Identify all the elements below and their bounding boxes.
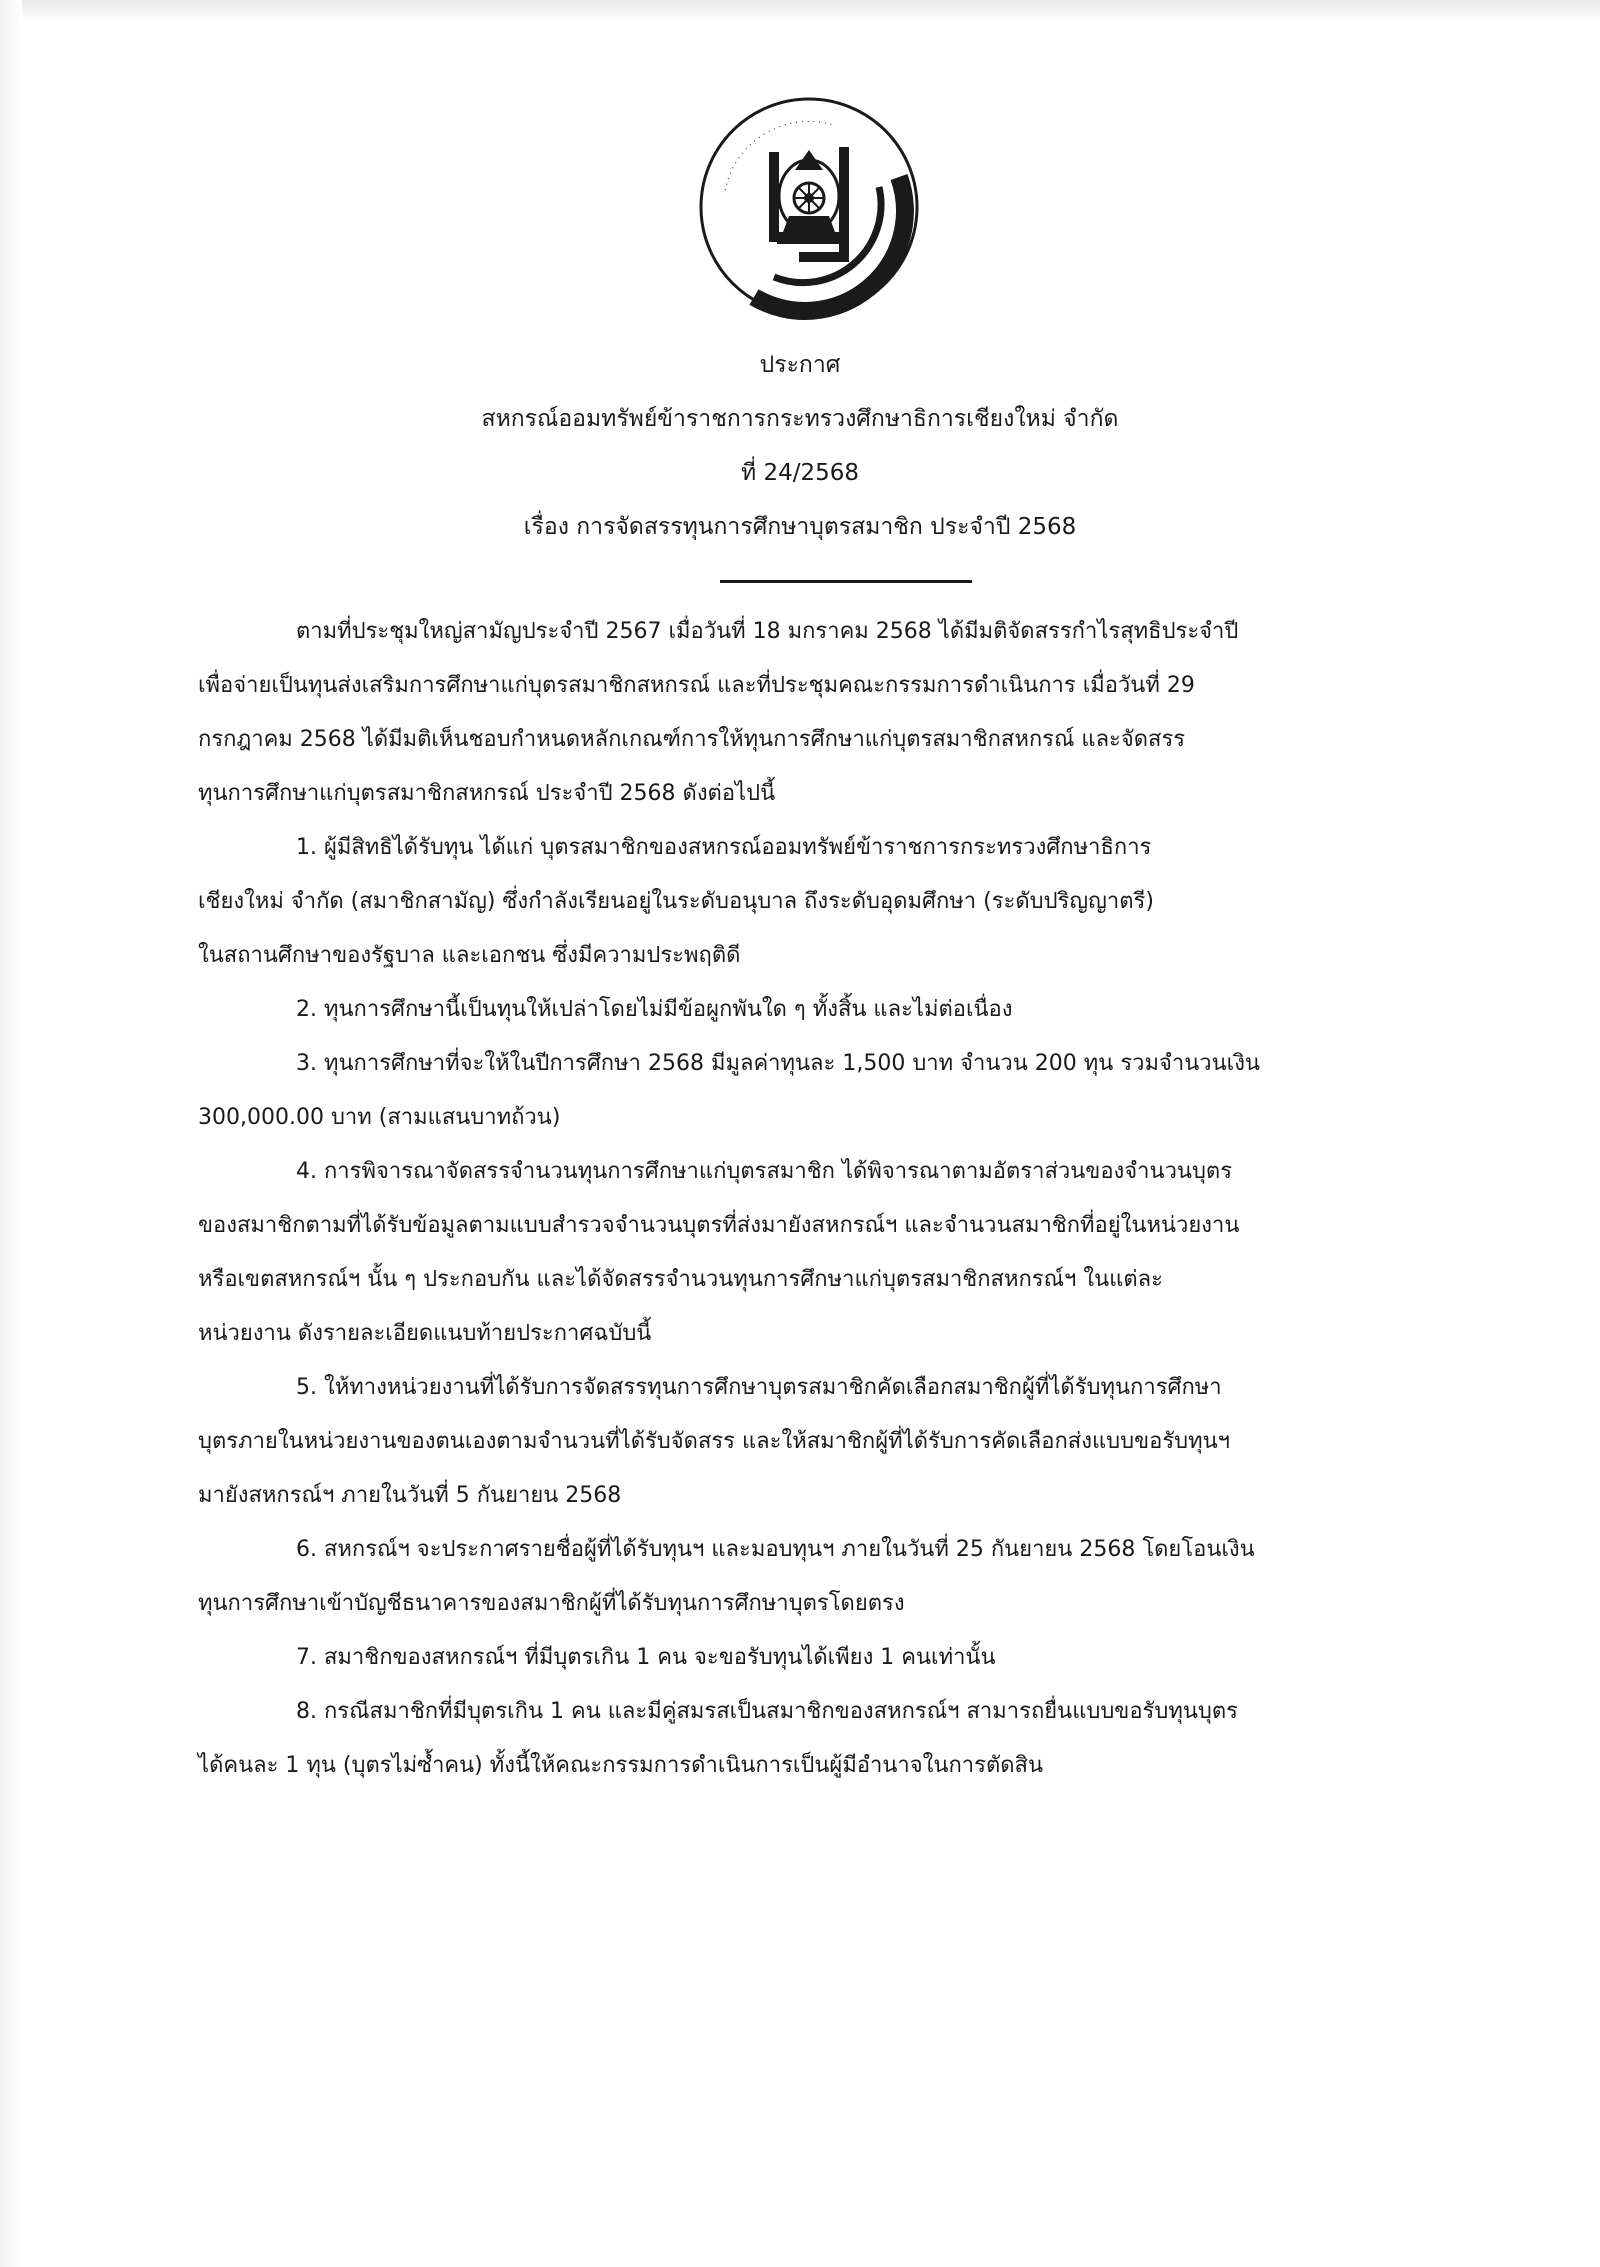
clause-line: 6. สหกรณ์ฯ จะประกาศรายชื่อผู้ที่ได้รับทุนฯ และมอบทุนฯ ภายในวันที่ 25 กันยายน 2568 โดยโอนเงิน xyxy=(296,1537,1255,1562)
header-divider xyxy=(720,580,972,583)
clause-3 xyxy=(198,1037,1406,1145)
clause-line: ได้คนละ 1 ทุน (บุตรไม่ซ้ำคน) ทั้งนี้ให้คณะกรรมการดำเนินการเป็นผู้มีอำนาจในการตัดสิน xyxy=(198,1753,1043,1778)
clause-line: หน่วยงาน ดังรายละเอียดแนบท้ายประกาศฉบับนี้ xyxy=(198,1321,652,1346)
intro-line: ตามที่ประชุมใหญ่สามัญประจำปี 2567 เมื่อวันที่ 18 มกราคม 2568 ได้มีมติจัดสรรกำไรสุทธิประจำปี xyxy=(296,619,1239,644)
clause-line: 8. กรณีสมาชิกที่มีบุตรเกิน 1 คน และมีคู่สมรสเป็นสมาชิกของสหกรณ์ฯ สามารถยื่นแบบขอรับทุนบุตร xyxy=(296,1699,1238,1724)
clause-line: บุตรภายในหน่วยงานของตนเองตามจำนวนที่ได้รับจัดสรร และให้สมาชิกผู้ที่ได้รับการคัดเลือกส่งแบบขอรับทุนฯ xyxy=(198,1429,1231,1454)
cooperative-emblem-icon xyxy=(694,92,924,322)
clause-line: 300,000.00 บาท (สามแสนบาทถ้วน) xyxy=(198,1105,561,1130)
clause-line: ของสมาชิกตามที่ได้รับข้อมูลตามแบบสำรวจจำนวนบุตรที่ส่งมายังสหกรณ์ฯ และจำนวนสมาชิกที่อยู่ในหน่วยงาน xyxy=(198,1213,1240,1238)
clause-6 xyxy=(198,1523,1406,1631)
organization-name: สหกรณ์ออมทรัพย์ข้าราชการกระทรวงศึกษาธิการเชียงใหม่ จำกัด xyxy=(481,406,1119,432)
clause-line: 2. ทุนการศึกษานี้เป็นทุนให้เปล่าโดยไม่มีข้อผูกพันใด ๆ ทั้งสิ้น และไม่ต่อเนื่อง xyxy=(296,997,1013,1022)
clause-5 xyxy=(198,1361,1406,1523)
svg-text:. . . . . . . . . . . . . . .: . . . . . . . . . . . . . . . . . . . . . . . . . xyxy=(718,114,835,192)
scan-shadow-top xyxy=(0,0,1600,22)
announcement-body xyxy=(198,605,1406,1793)
clause-line: 1. ผู้มีสิทธิได้รับทุน ได้แก่ บุตรสมาชิกของสหกรณ์ออมทรัพย์ข้าราชการกระทรวงศึกษาธิการ xyxy=(296,835,1152,860)
clause-8 xyxy=(198,1685,1406,1793)
clause-line: 4. การพิจารณาจัดสรรจำนวนทุนการศึกษาแก่บุตรสมาชิก ได้พิจารณาตามอัตราส่วนของจำนวนบุตร xyxy=(296,1159,1233,1184)
announcement-header xyxy=(0,338,1600,554)
announcement-type: ประกาศ xyxy=(759,352,841,378)
clause-4 xyxy=(198,1145,1406,1361)
intro-line: กรกฎาคม 2568 ได้มีมติเห็นชอบกำหนดหลักเกณฑ์การให้ทุนการศึกษาแก่บุตรสมาชิกสหกรณ์ และจัดสรร xyxy=(198,727,1186,752)
clause-1 xyxy=(198,821,1406,983)
clause-7 xyxy=(198,1631,1406,1685)
clause-line: 3. ทุนการศึกษาที่จะให้ในปีการศึกษา 2568 มีมูลค่าทุนละ 1,500 บาท จำนวน 200 ทุน รวมจำนวนเงิน xyxy=(296,1051,1260,1076)
clause-line: มายังสหกรณ์ฯ ภายในวันที่ 5 กันยายน 2568 xyxy=(198,1483,622,1508)
clause-line: ในสถานศึกษาของรัฐบาล และเอกชน ซึ่งมีความประพฤติดี xyxy=(198,943,741,968)
clause-line: หรือเขตสหกรณ์ฯ นั้น ๆ ประกอบกัน และได้จัดสรรจำนวนทุนการศึกษาแก่บุตรสมาชิกสหกรณ์ฯ ในแต่ละ xyxy=(198,1267,1163,1292)
announcement-number: ที่ 24/2568 xyxy=(740,460,860,486)
intro-line: ทุนการศึกษาแก่บุตรสมาชิกสหกรณ์ ประจำปี 2568 ดังต่อไปนี้ xyxy=(198,781,776,806)
clause-line: 5. ให้ทางหน่วยงานที่ได้รับการจัดสรรทุนการศึกษาบุตรสมาชิกคัดเลือกสมาชิกผู้ที่ได้รับทุนการศึกษา xyxy=(296,1375,1222,1400)
intro-paragraph xyxy=(198,605,1406,821)
intro-line: เพื่อจ่ายเป็นทุนส่งเสริมการศึกษาแก่บุตรสมาชิกสหกรณ์ และที่ประชุมคณะกรรมการดำเนินการ เมื่อวันที่ 29 xyxy=(198,673,1195,698)
clause-line: 7. สมาชิกของสหกรณ์ฯ ที่มีบุตรเกิน 1 คน จะขอรับทุนได้เพียง 1 คนเท่านั้น xyxy=(296,1645,996,1670)
clause-line: เชียงใหม่ จำกัด (สมาชิกสามัญ) ซึ่งกำลังเรียนอยู่ในระดับอนุบาล ถึงระดับอุดมศึกษา (ระดับปริญญาตรี) xyxy=(198,889,1154,914)
announcement-subject: เรื่อง การจัดสรรทุนการศึกษาบุตรสมาชิก ประจำปี 2568 xyxy=(523,514,1077,540)
clause-line: ทุนการศึกษาเข้าบัญชีธนาคารของสมาชิกผู้ที่ได้รับทุนการศึกษาบุตรโดยตรง xyxy=(198,1591,905,1616)
clause-2 xyxy=(198,983,1406,1037)
